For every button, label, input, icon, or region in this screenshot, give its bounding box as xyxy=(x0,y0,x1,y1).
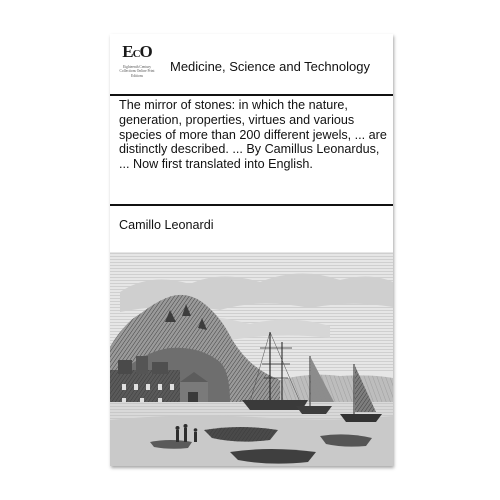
series-header xyxy=(110,34,393,94)
publisher-logo-caption: Eighteenth Century Collections Online Print Editions xyxy=(119,65,155,78)
harbour-engraving-image xyxy=(110,252,393,466)
book-author: Camillo Leonardi xyxy=(119,218,214,232)
book-title: The mirror of stones: in which the nature, generation, properties, virtues and various species of more than 200 different jewels, ... are distinctly described. ... By Camillus Leonardus, ... Now first translated into English. xyxy=(119,98,387,172)
divider-rule xyxy=(110,94,393,96)
publisher-logo xyxy=(119,43,155,89)
divider-rule xyxy=(110,204,393,206)
series-title: Medicine, Science and Technology xyxy=(170,59,370,74)
book-cover xyxy=(110,34,393,466)
publisher-logo-mark: ECO xyxy=(122,42,152,61)
